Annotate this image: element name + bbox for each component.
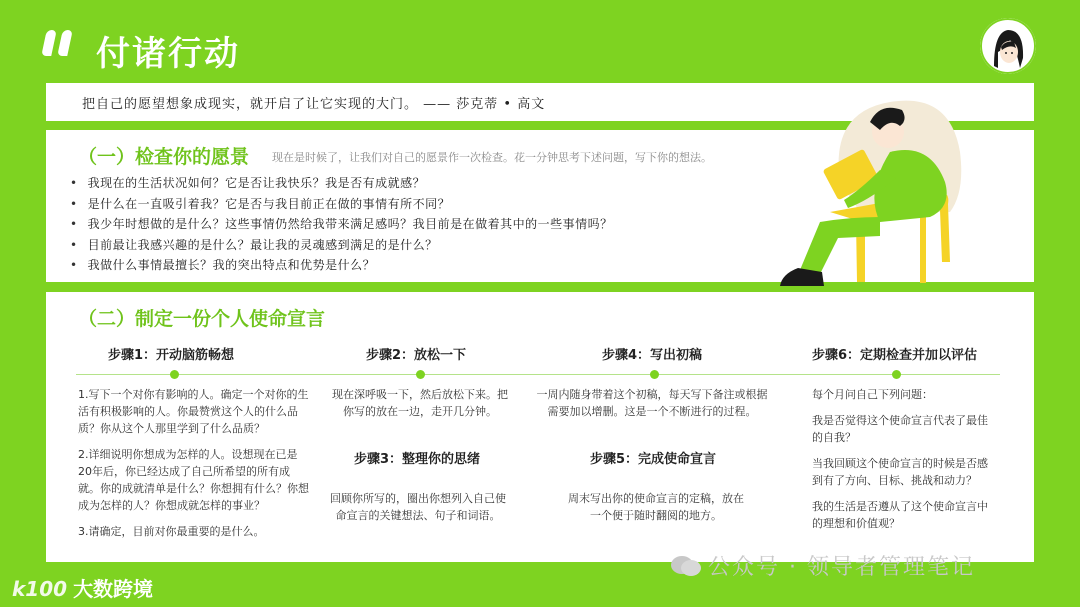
list-item: • 我做什么事情最擅长？我的突出特点和优势是什么？ bbox=[70, 255, 613, 276]
step6-title: 步骤6：定期检查并加以评估 bbox=[812, 348, 978, 363]
list-item: • 我现在的生活状况如何？它是否让我快乐？我是否有成就感？ bbox=[70, 173, 613, 194]
step1-para: 3.请确定，目前对你最重要的是什么。 bbox=[78, 525, 265, 538]
step6-para: 我是否觉得这个使命宣言代表了最佳的自我？ bbox=[812, 414, 988, 444]
quote-text: 把自己的愿望想象成现实，就开启了让它实现的大门。 —— 莎克蒂 • 高文 bbox=[82, 97, 546, 112]
step4-text: 一周内随身带着这个初稿，每天写下备注或根据需要加以增删。这是一个不断进行的过程。 bbox=[536, 388, 768, 418]
list-item: • 目前最让我感兴趣的是什么？最让我的灵魂感到满足的是什么？ bbox=[70, 235, 613, 256]
brand-logo bbox=[12, 573, 153, 602]
brand-name: 大数跨境 bbox=[73, 577, 154, 601]
quote-mark-icon bbox=[44, 30, 76, 60]
step6-para: 当我回顾这个使命宣言的时候是否感到有了方向、目标、挑战和动力？ bbox=[812, 457, 988, 487]
section2-title: （二）制定一份个人使命宣言 bbox=[78, 308, 326, 330]
page-title: 付诸行动 bbox=[96, 34, 240, 74]
brand-logo-mark: k100 bbox=[12, 577, 68, 601]
step6-para: 每个月问自己下列问题： bbox=[812, 388, 933, 401]
step4-title: 步骤4：写出初稿 bbox=[602, 348, 703, 363]
question-list bbox=[70, 173, 613, 276]
step1-para: 1.写下一个对你有影响的人。确定一个对你的生活有积极影响的人。你最赞赏这个人的什么品质？你从这个人那里学到了什么品质？ bbox=[78, 388, 309, 435]
timeline-dot bbox=[416, 370, 425, 379]
watermark-text: 公众号 · 领导者管理笔记 bbox=[708, 555, 975, 580]
step2-text: 现在深呼吸一下，然后放松下来。把你写的放在一边，走开几分钟。 bbox=[332, 388, 508, 418]
timeline-dot bbox=[650, 370, 659, 379]
avatar bbox=[980, 18, 1036, 74]
step1-text bbox=[78, 386, 310, 549]
section1-title: （一）检查你的愿景 bbox=[78, 146, 250, 168]
wechat-icon bbox=[670, 555, 702, 577]
person-in-chair-illustration bbox=[770, 92, 990, 292]
timeline-line bbox=[76, 374, 1000, 375]
step6-para: 我的生活是否遵从了这个使命宣言中的理想和价值观？ bbox=[812, 500, 988, 530]
step5-title: 步骤5：完成使命宣言 bbox=[590, 452, 717, 467]
step1-title: 步骤1：开动脑筋畅想 bbox=[108, 348, 235, 363]
step5-text: 周末写出你的使命宣言的定稿，放在一个便于随时翻阅的地方。 bbox=[568, 492, 744, 522]
step6-text bbox=[812, 386, 992, 541]
list-item: • 是什么在一直吸引着我？它是否与我目前正在做的事情有所不同？ bbox=[70, 194, 613, 215]
watermark bbox=[670, 550, 975, 581]
step3-title: 步骤3：整理你的思绪 bbox=[354, 452, 481, 467]
mission-statement-section bbox=[46, 292, 1034, 562]
timeline-dot bbox=[892, 370, 901, 379]
step2-title: 步骤2：放松一下 bbox=[366, 348, 467, 363]
list-item: • 我少年时想做的是什么？这些事情仍然给我带来满足感吗？我目前是在做着其中的一些事情吗？ bbox=[70, 214, 613, 235]
section1-subtitle: 现在是时候了，让我们对自己的愿景作一次检查。花一分钟思考下述问题，写下你的想法。 bbox=[272, 151, 712, 164]
step3-text: 回顾你所写的，圈出你想列入自己使命宣言的关键想法、句子和词语。 bbox=[330, 492, 506, 522]
step1-para: 2.详细说明你想成为怎样的人。设想现在已是20年后，你已经达成了自己所希望的所有成就。你的成就清单是什么？你想拥有什么？你想成为怎样的人？你想成就怎样的事业？ bbox=[78, 448, 309, 512]
timeline-dot bbox=[170, 370, 179, 379]
